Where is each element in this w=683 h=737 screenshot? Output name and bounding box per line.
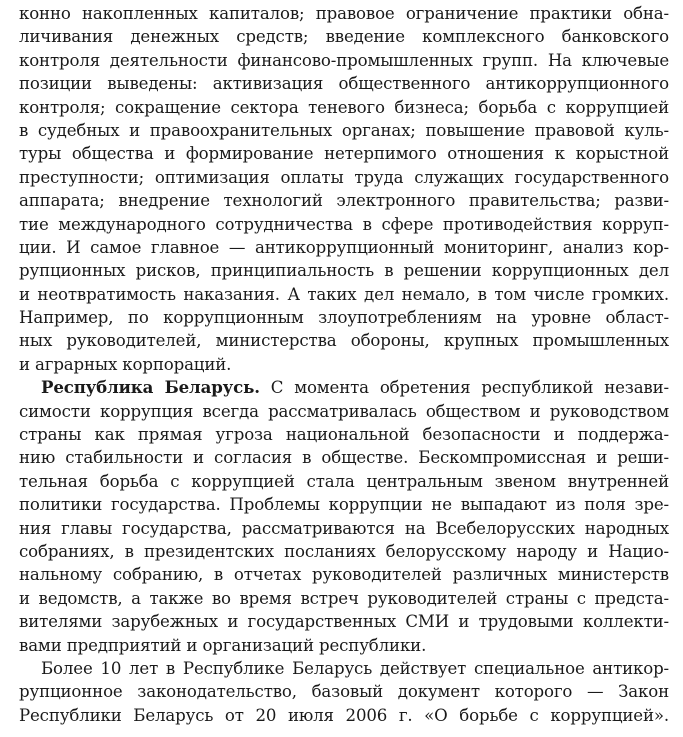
paragraph-lead-heading: Республика Беларусь.	[41, 377, 260, 398]
text-line: вами предприятий и организаций республики.	[19, 635, 427, 655]
text-line: нию стабильности и согласия в обществе. Бескомпромиссная и реши-	[19, 448, 669, 468]
text-line: рупционных рисков, принципиальность в решении коррупционных дел	[19, 261, 669, 281]
text-line: нальному собранию, в отчетах руководителей различных министерств	[19, 565, 669, 585]
text-line: Например, по коррупционным злоупотреблениям на уровне област-	[19, 308, 669, 328]
text-line: тельная борьба с коррупцией стала центральным звеном внутренней	[19, 471, 669, 491]
text-line: ных руководителей, министерства обороны, крупных промышленных	[19, 331, 669, 351]
text-line: тие международного сотрудничества в сфере противодействия корруп-	[19, 214, 669, 234]
text-line	[19, 376, 669, 399]
text-line: личивания денежных средств; введение комплексного банковского	[19, 27, 669, 47]
text-line: конно накопленных капиталов; правовое ограничение практики обна-	[19, 4, 669, 23]
text-line: и ведомств, а также во время встреч руководителей страны с предста-	[19, 588, 669, 608]
text-line: рупционное законодательство, базовый документ которого — Закон	[19, 682, 669, 702]
text-line: страны как прямая угроза национальной безопасности и поддержа-	[19, 425, 669, 445]
text-line: аппарата; внедрение технологий электронного правительства; разви-	[19, 191, 669, 211]
text-line: вителями зарубежных и государственных СМИ и трудовыми коллекти-	[19, 612, 669, 632]
text-line: контроля; сокращение сектора теневого бизнеса; борьба с коррупцией	[19, 97, 669, 117]
paragraph-3	[19, 657, 669, 727]
text-line: контроля деятельности финансово-промышленных групп. На ключевые	[19, 50, 669, 70]
text-line: ции. И самое главное — антикоррупционный мониторинг, анализ кор-	[19, 237, 669, 257]
text-line: собраниях, в президентских посланиях белорусскому народу и Нацио-	[19, 541, 669, 561]
text-line: Республики Беларусь от 20 июля 2006 г. «О борьбе с коррупцией».	[19, 705, 669, 725]
text-line: в судебных и правоохранительных органах; повышение правовой куль-	[19, 120, 669, 140]
text-line: туры общества и формирование нетерпимого отношения к корыстной	[19, 144, 669, 164]
paragraph-2	[19, 376, 669, 657]
text-line: Более 10 лет в Республике Беларусь действует специальное антикор-	[41, 658, 669, 678]
text-line: позиции выведены: активизация общественного антикоррупционного	[19, 74, 669, 94]
text-run: С момента обретения республикой незави-	[259, 378, 669, 398]
text-line: и неотвратимость наказания. А таких дел немало, в том числе громких.	[19, 284, 669, 304]
text-line: ния главы государства, рассматриваются на Всебелорусских народных	[19, 518, 669, 538]
paragraph-1	[19, 2, 669, 376]
text-line: преступности; оптимизация оплаты труда служащих государственного	[19, 167, 669, 187]
text-line: и аграрных корпораций.	[19, 354, 232, 374]
text-line: политики государства. Проблемы коррупции не выпадают из поля зре-	[19, 495, 669, 515]
text-line: симости коррупция всегда рассматривалась обществом и руководством	[19, 401, 669, 421]
